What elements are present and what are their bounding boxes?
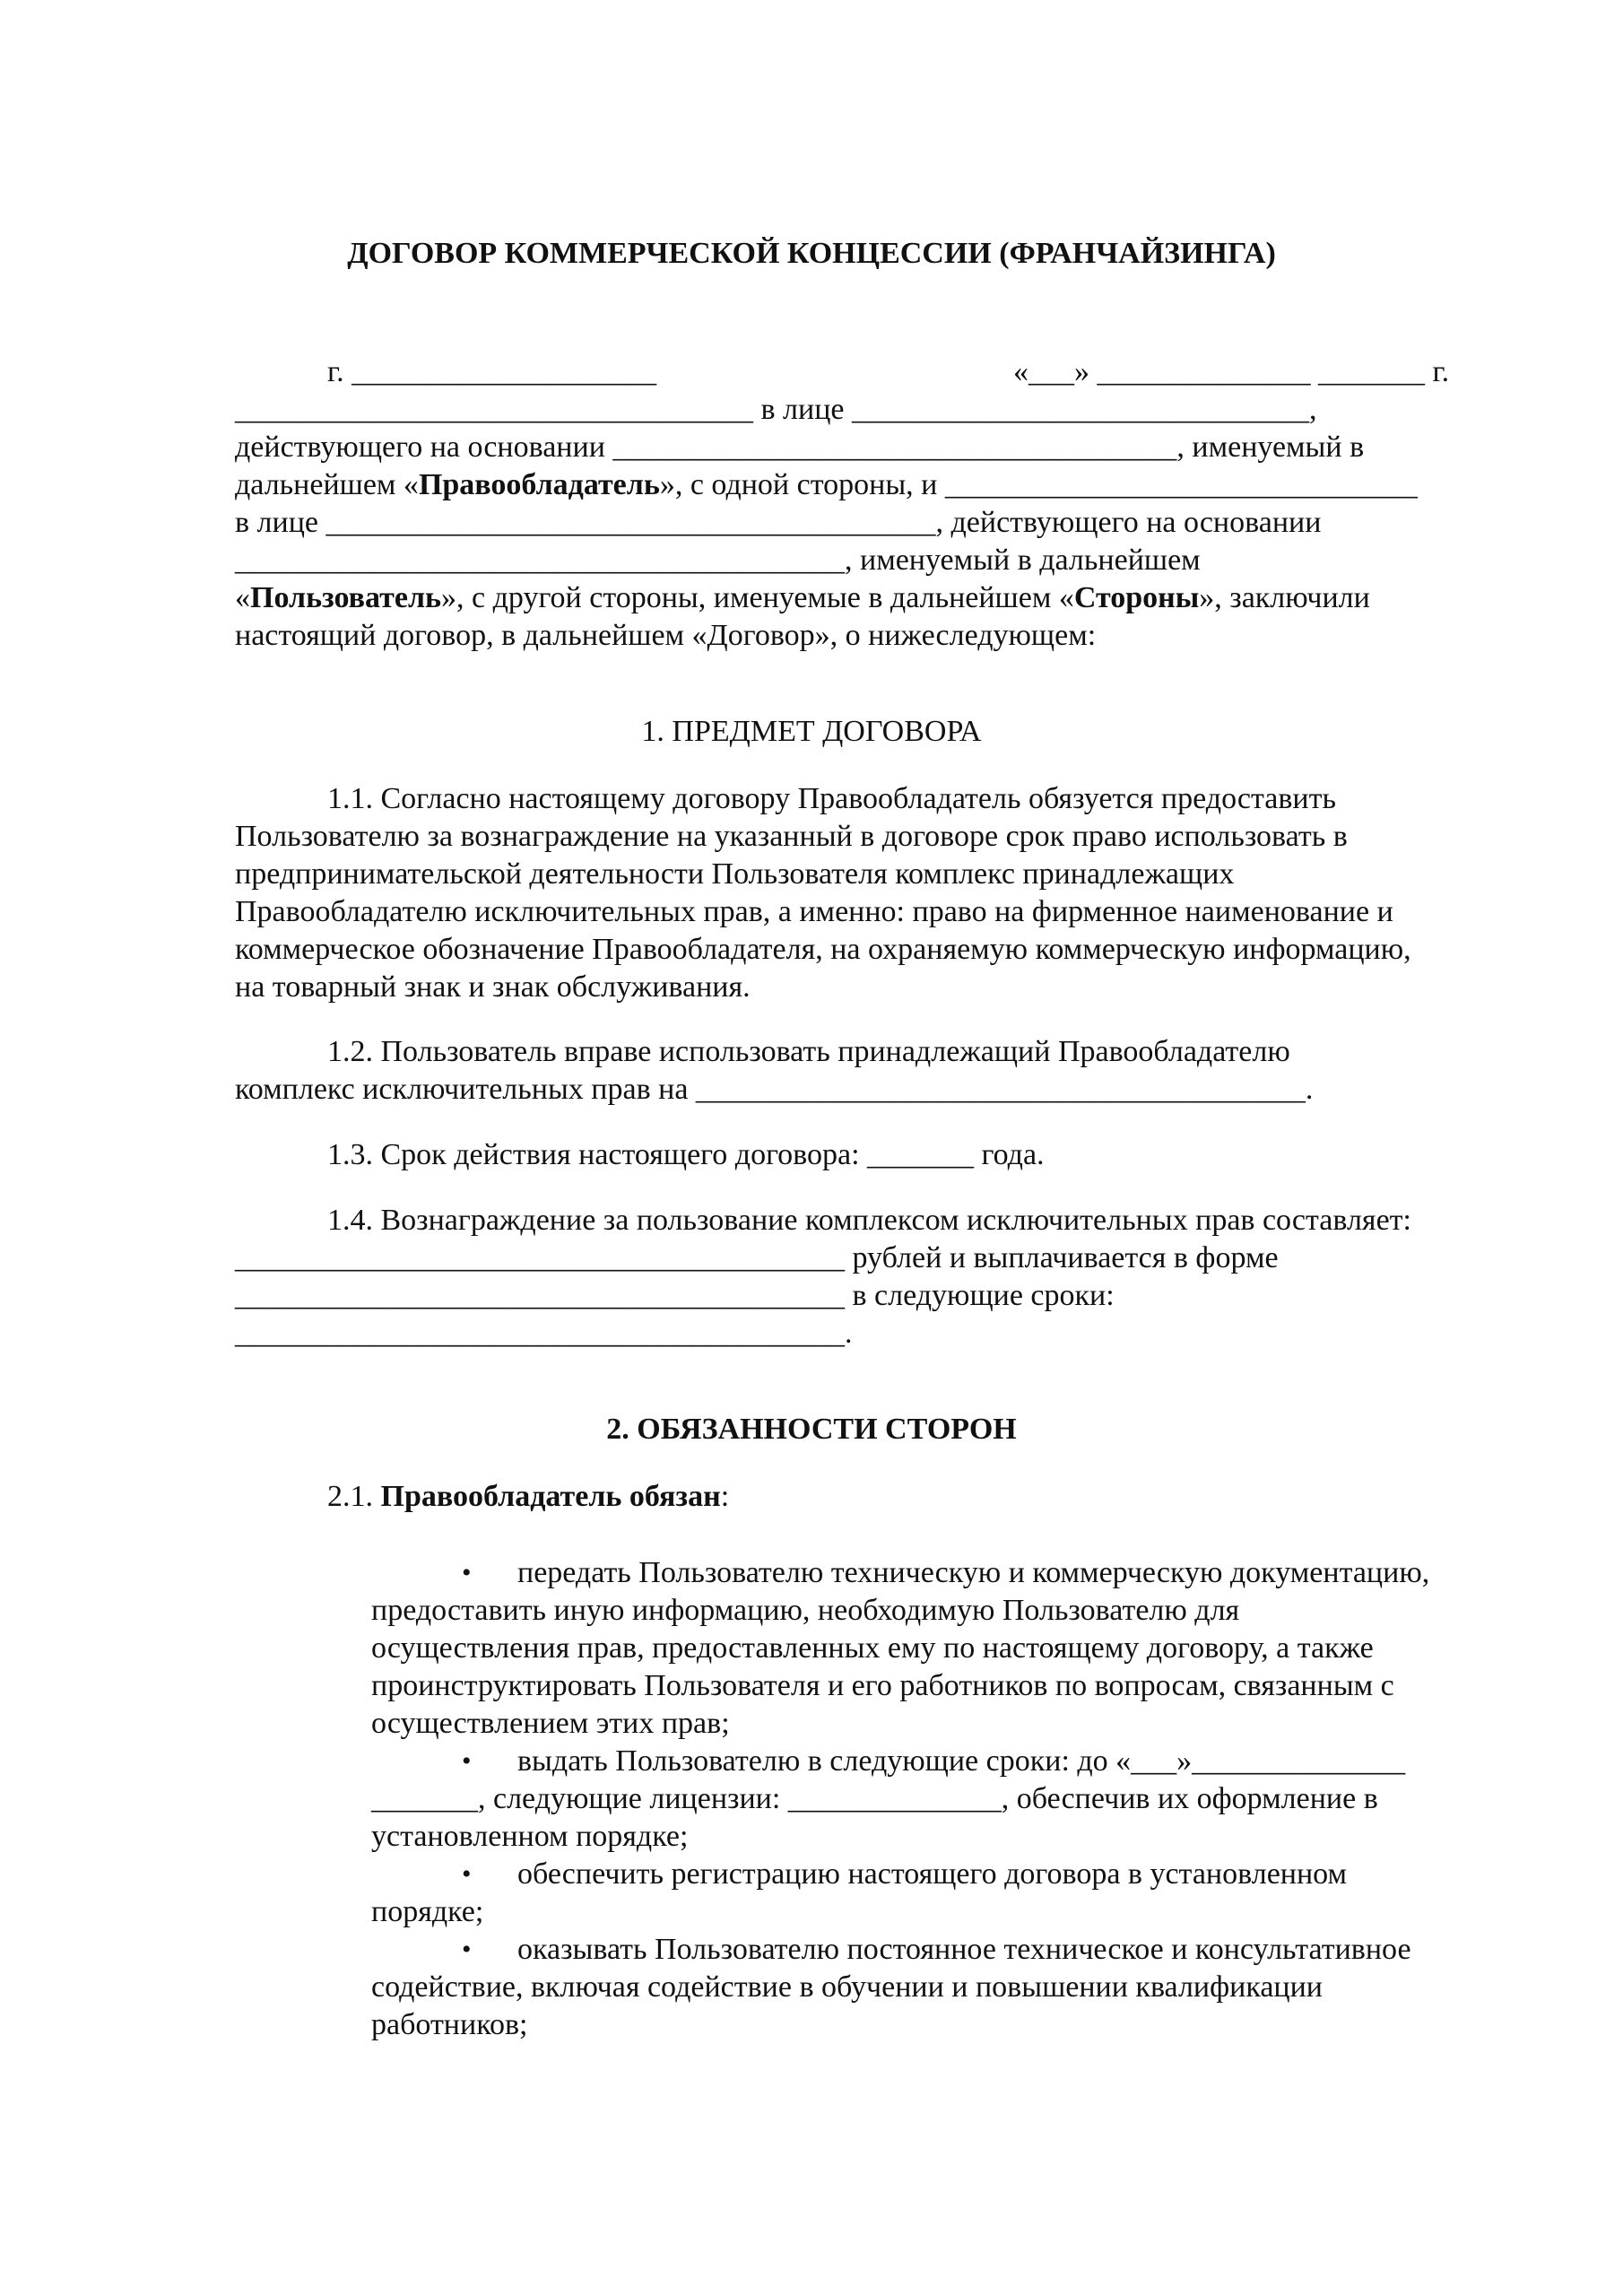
bullet-3-line: порядке; (371, 1895, 484, 1928)
clause-1-1-line: Пользователю за вознаграждение на указанный в договоре срок право использовать в (235, 820, 1348, 853)
clause-1-2-line: 1.2. Пользователь вправе использовать принадлежащий Правообладателю (327, 1035, 1290, 1068)
clause-1-3: 1.3. Срок действия настоящего договора: _______ года. (327, 1138, 1045, 1171)
preamble-line-3: действующего на основании _____________________________________, именуемый в (235, 430, 1365, 464)
bullet-4-line: содействие, включая содействие в обучении и повышении квалификации (371, 1970, 1324, 2004)
clause-1-4-line: ________________________________________. (235, 1317, 853, 1350)
party-user: Пользователь (250, 581, 441, 614)
clause-1-1-line: коммерческое обозначение Правообладателя, на охраняемую коммерческую информацию, (235, 933, 1411, 966)
bullet-2-line: установленном порядке; (371, 1820, 689, 1853)
bullet-1-line: предоставить иную информацию, необходимую Пользователю для (371, 1594, 1240, 1627)
clause-1-1-line: 1.1. Согласно настоящему договору Правообладатель обязуется предоставить (327, 782, 1336, 815)
clause-1-4-line: ________________________________________ рублей и выплачивается в форме (235, 1241, 1279, 1274)
clause-1-1-line: на товарный знак и знак обслуживания. (235, 970, 751, 1004)
bullet-4-line: работников; (371, 2008, 528, 2041)
clause-1-1-line: Правообладателю исключительных прав, а именно: право на фирменное наименование и (235, 895, 1393, 928)
clause-1-2-line: комплекс исключительных прав на ________________________________________. (235, 1073, 1314, 1106)
preamble-line-8: настоящий договор, в дальнейшем «Договор», о нижеследующем: (235, 619, 1097, 652)
bullet-dot: • (462, 1935, 472, 1964)
bullet-dot: • (462, 1558, 472, 1587)
bullet-dot: • (462, 1746, 472, 1776)
clause-1-4-line: ________________________________________ в следующие сроки: (235, 1279, 1115, 1312)
clause-1-1-line: предпринимательской деятельности Пользователя комплекс принадлежащих (235, 857, 1235, 891)
clause-2-1: 2.1. Правообладатель обязан: (327, 1480, 730, 1513)
clause-1-4-line: 1.4. Вознаграждение за пользование комплексом исключительных прав составляет: (327, 1204, 1411, 1237)
section-2-heading: 2. ОБЯЗАННОСТИ СТОРОН (606, 1413, 1017, 1446)
party-rightholder: Правообладатель (418, 468, 660, 501)
bullet-1-line: осуществления прав, предоставленных ему по настоящему договору, а также (371, 1631, 1374, 1665)
preamble-line-5: в лице ________________________________________, действующего на основании (235, 506, 1322, 539)
preamble-line-6: ________________________________________, именуемый в дальнейшем (235, 544, 1201, 577)
section-1-heading: 1. ПРЕДМЕТ ДОГОВОРА (641, 715, 982, 748)
preamble-line-7: «Пользователь», с другой стороны, именуемые в дальнейшем «Стороны», заключили (235, 581, 1370, 614)
bullet-2-line: выдать Пользователю в следующие сроки: до «___»______________ (517, 1744, 1406, 1778)
bullet-4-line: оказывать Пользователю постоянное техническое и консультативное (517, 1933, 1411, 1966)
bullet-2-line: _______, следующие лицензии: ______________, обеспечив их оформление в (371, 1782, 1378, 1815)
date-line: «___» ______________ _______ г. (1013, 355, 1450, 388)
city-line: г. ____________________ (327, 355, 657, 388)
preamble-line-4: дальнейшем «Правообладатель», с одной стороны, и _______________________________ (235, 468, 1418, 501)
bullet-3-line: обеспечить регистрацию настоящего договора в установленном (517, 1857, 1348, 1891)
parties-term: Стороны (1073, 581, 1200, 614)
bullet-1-line: передать Пользователю техническую и коммерческую документацию, (517, 1556, 1430, 1589)
preamble-line-2: __________________________________ в лице ______________________________, (235, 393, 1317, 426)
bullet-1-line: проинструктировать Пользователя и его работников по вопросам, связанным с (371, 1669, 1394, 1702)
bullet-1-line: осуществлением этих прав; (371, 1707, 730, 1740)
document-title: ДОГОВОР КОММЕРЧЕСКОЙ КОНЦЕССИИ (ФРАНЧАЙЗИНГА) (347, 237, 1276, 270)
rightholder-obligations-label: Правообладатель обязан (380, 1480, 721, 1513)
bullet-dot: • (462, 1859, 472, 1889)
